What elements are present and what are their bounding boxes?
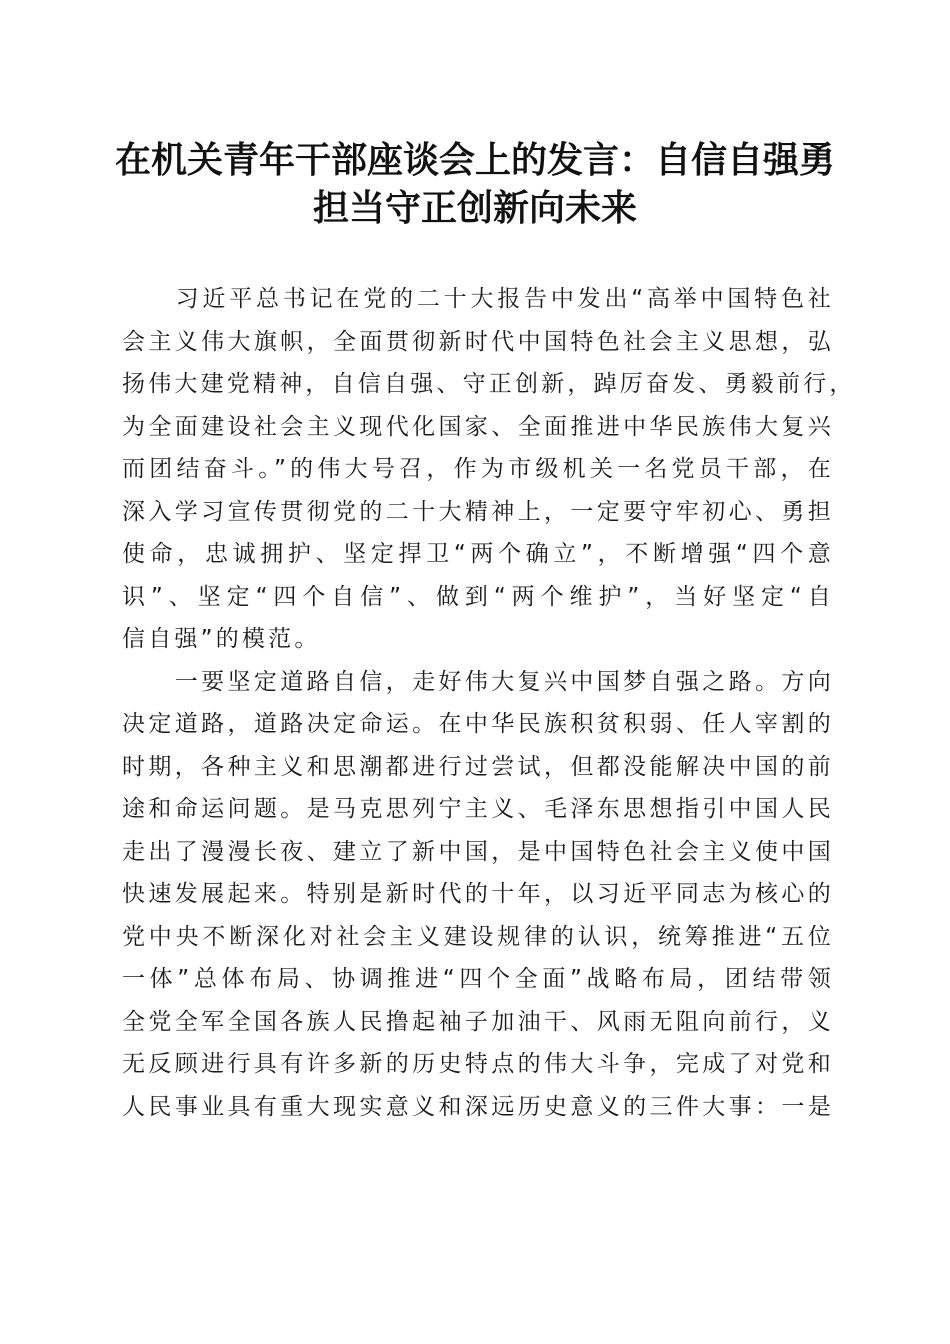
paragraph-intro <box>122 278 856 661</box>
text-line: 习近平总书记在党的二十大报告中发出“高举中国特色社 <box>122 286 834 312</box>
text-line: 而团结奋斗。”的伟大号召，作为市级机关一名党员干部，在 <box>122 456 834 482</box>
title-line: 在机关青年干部座谈会上的发言：自信自强勇 <box>114 139 835 181</box>
text-line: 一要坚定道路自信，走好伟大复兴中国梦自强之路。方向 <box>122 668 834 695</box>
text-line: 使命，忠诚拥护、坚定捍卫“两个确立”，不断增强“四个意 <box>122 541 834 567</box>
text-line: 无反顾进行具有许多新的历史特点的伟大斗争，完成了对党和 <box>122 1051 834 1077</box>
text-line: 识”、坚定“四个自信”、做到“两个维护”，当好坚定“自 <box>122 583 834 610</box>
text-line: 人民事业具有重大现实意义和深远历史意义的三件大事：一是 <box>122 1093 834 1120</box>
text-line: 党中央不断深化对社会主义建设规律的认识，统筹推进“五位 <box>122 923 834 950</box>
text-line: 时期，各种主义和思潮都进行过尝试，但都没能解决中国的前 <box>122 753 834 780</box>
text-line: 一体”总体布局、协调推进“四个全面”战略布局，团结带领 <box>122 966 834 992</box>
text-line: 走出了漫漫长夜、建立了新中国，是中国特色社会主义使中国 <box>122 838 834 865</box>
document-title <box>112 136 838 232</box>
text-line: 决定道路，道路决定命运。在中华民族积贫积弱、任人宰割的 <box>122 711 834 737</box>
text-line: 扬伟大建党精神，自信自强、守正创新，踔厉奋发、勇毅前行， <box>122 371 856 397</box>
text-line: 信自强”的模范。 <box>122 626 321 652</box>
title-line: 担当守正创新向未来 <box>312 187 637 229</box>
text-line: 途和命运问题。是马克思列宁主义、毛泽东思想指引中国人民 <box>122 796 834 822</box>
paragraph-road-confidence <box>122 661 834 1129</box>
document-body <box>122 278 856 1128</box>
text-line: 快速发展起来。特别是新时代的十年，以习近平同志为核心的 <box>122 881 834 907</box>
text-line: 为全面建设社会主义现代化国家、全面推进中华民族伟大复兴 <box>122 413 834 440</box>
text-line: 会主义伟大旗帜，全面贯彻新时代中国特色社会主义思想，弘 <box>122 328 834 355</box>
text-line: 全党全军全国各族人民撸起袖子加油干、风雨无阻向前行，义 <box>122 1008 834 1035</box>
text-line: 深入学习宣传贯彻党的二十大精神上，一定要守牢初心、勇担 <box>122 498 834 525</box>
